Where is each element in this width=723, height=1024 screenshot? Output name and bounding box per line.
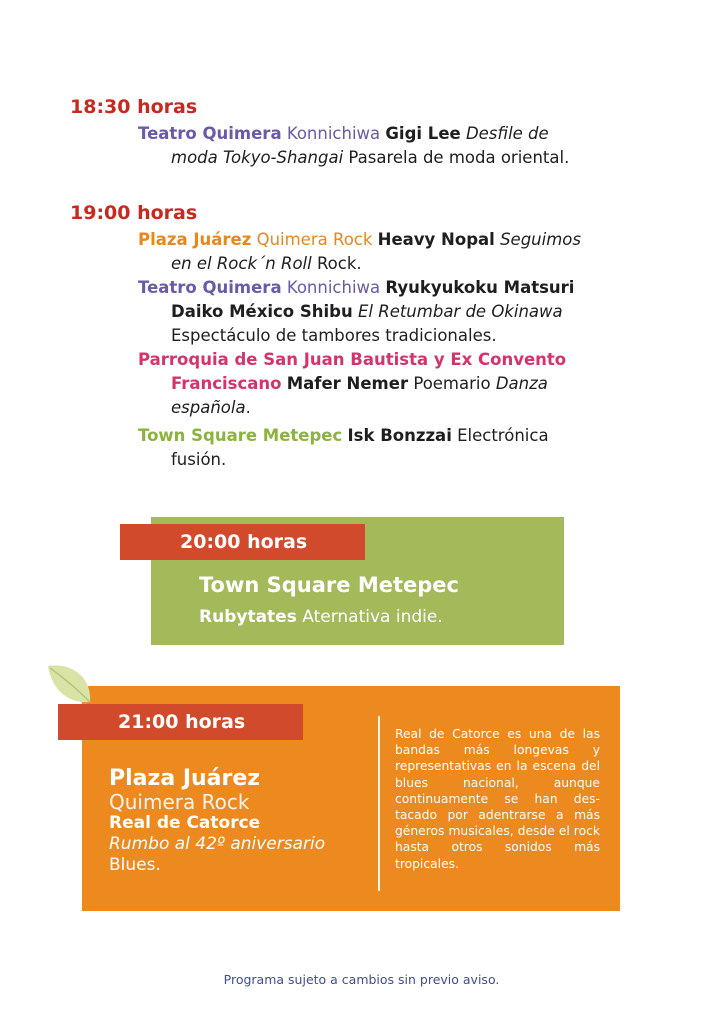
venue-name: Plaza Juárez [138,230,252,249]
venue-name: Teatro Quimera [138,278,282,297]
genre: Blues. [109,855,161,875]
venue-name: Town Square Metepec [138,426,343,445]
band-description: Real de Catorce es una de las bandas más longevas y representativas en la escena del blues nacional, aunque continuamente se han des-tacado por adentrarse a más géneros musicales, desde el rock hasta otros sonidos más tropicales. [395,727,600,871]
venue-name-cont: Franciscano [171,374,282,393]
subvenue-name: Konnichiwa [286,278,381,297]
event-description-cont: fusión. [171,450,227,469]
work-title: Seguimos [500,230,581,249]
work-title-cont: española [171,398,246,417]
subvenue-name: Quimera Rock [256,230,373,249]
time-label-2000: 20:00 horas [120,524,365,560]
work-title: Rumbo al 42º aniversario [109,834,326,854]
event-entry-plaza-heavy-nopal [138,228,658,276]
time-1900: 19:00 horas [70,202,198,224]
venue-name: Plaza Juárez [109,766,261,791]
artist-name: Rubytates [199,607,297,627]
work-title-cont: moda Tokyo-Shangai [171,148,344,167]
event-entry-teatro-gigi-lee [138,122,658,170]
subvenue-name: Konnichiwa [286,124,381,143]
event-entry-teatro-ryukyukoku [138,276,658,348]
work-title-cont: en el Rock´n Roll [171,254,312,273]
artist-name-cont: Daiko México Shibu [171,302,353,321]
event-line [199,607,443,627]
artist-name: Real de Catorce [109,813,261,833]
event-details [109,766,369,876]
leaf-icon [44,660,96,708]
venue-name: Parroquia de San Juan Bautista y Ex Convento [138,350,567,369]
subvenue-name: Quimera Rock [109,790,250,814]
event-entry-town-square-isk-bonzzai [138,424,658,472]
work-title: Danza [495,374,548,393]
artist-name: Ryukyukoku Matsuri [385,278,575,297]
time-1830: 18:30 horas [70,96,198,118]
footer-note: Programa sujeto a cambios sin previo aviso. [223,972,500,987]
event-description: Aternativa indie. [302,607,443,627]
event-description: Pasarela de moda oriental. [348,148,570,167]
vertical-divider [378,716,380,891]
event-entry-parroquia-mafer-nemer [138,348,658,420]
artist-name: Gigi Lee [385,124,461,143]
work-title: El Retumbar de Okinawa [357,302,563,321]
artist-name: Isk Bonzzai [347,426,452,445]
venue-name: Town Square Metepec [199,573,459,597]
time-label-2100: 21:00 horas [58,704,303,740]
artist-name: Heavy Nopal [377,230,495,249]
event-description: Poemario [413,374,491,393]
event-description: Rock. [316,254,362,273]
punctuation: . [245,398,251,417]
event-description: Electrónica [457,426,549,445]
artist-name: Mafer Nemer [286,374,409,393]
venue-name: Teatro Quimera [138,124,282,143]
event-description: Espectáculo de tambores tradicionales. [171,326,497,345]
work-title: Desfile de [465,124,549,143]
